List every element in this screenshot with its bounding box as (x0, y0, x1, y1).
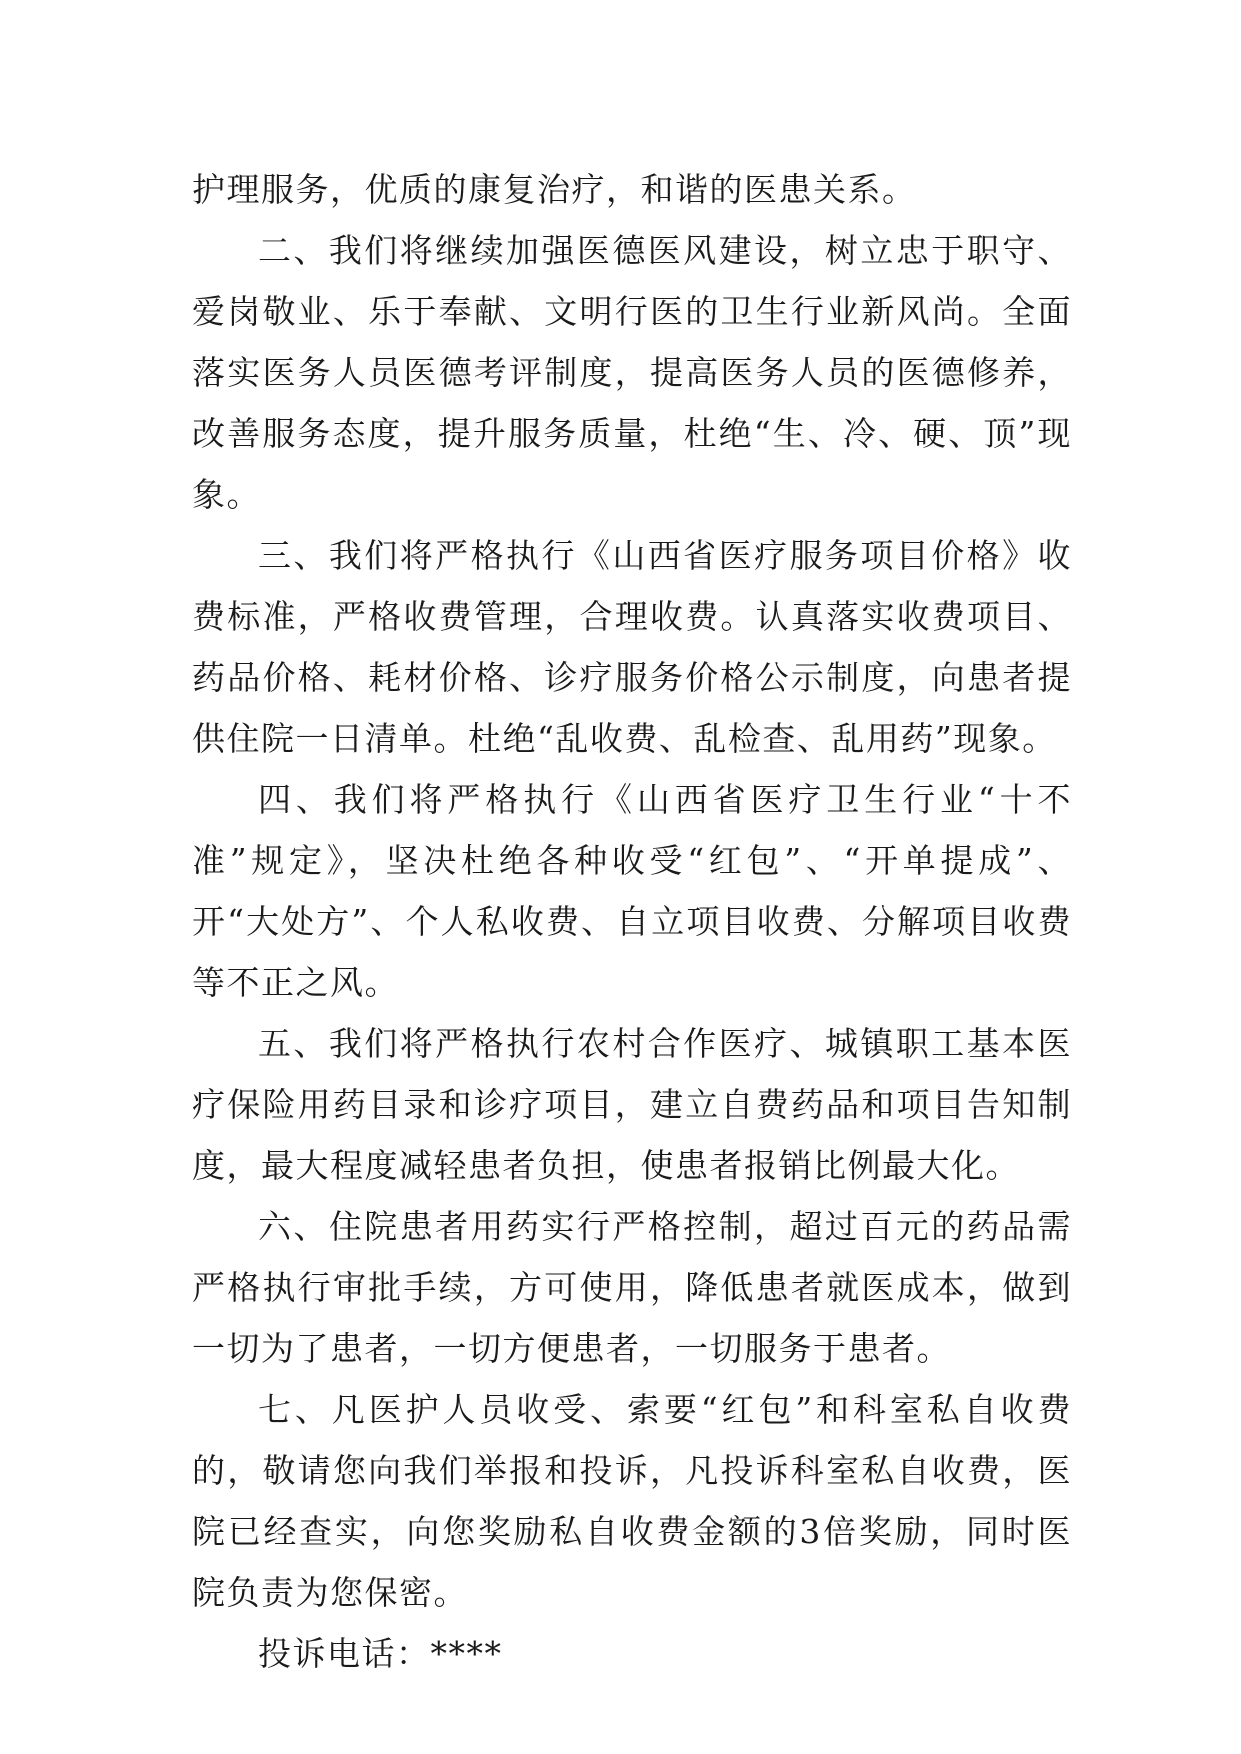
paragraph-6: 六、住院患者用药实行严格控制，超过百元的药品需严格执行审批手续，方可使用，降低患者就医成本，做到一切为了患者，一切方便患者，一切服务于患者。 (192, 1207, 1072, 1368)
complaint-phone: 投诉电话：**** (258, 1634, 503, 1673)
paragraph-5: 五、我们将严格执行农村合作医疗、城镇职工基本医疗保险用药目录和诊疗项目，建立自费药品和项目告知制度，最大程度减轻患者负担，使患者报销比例最大化。 (192, 1024, 1072, 1185)
paragraph-continuation: 护理服务，优质的康复治疗，和谐的医患关系。 (192, 170, 917, 209)
paragraph-7: 七、凡医护人员收受、索要“红包”和科室私自收费的，敬请您向我们举报和投诉，凡投诉科室私自收费，医院已经查实，向您奖励私自收费金额的3倍奖励，同时医院负责为您保密。 (192, 1390, 1072, 1612)
paragraph-4: 四、我们将严格执行《山西省医疗卫生行业“十不准”规定》，坚决杜绝各种收受“红包”、“开单提成”、开“大处方”、个人私收费、自立项目收费、分解项目收费等不正之风。 (192, 780, 1072, 1002)
paragraph-3: 三、我们将严格执行《山西省医疗服务项目价格》收费标准，严格收费管理，合理收费。认真落实收费项目、药品价格、耗材价格、诊疗服务价格公示制度，向患者提供住院一日清单。杜绝“乱收费、乱检查、乱用药”现象。 (192, 536, 1072, 758)
paragraph-2: 二、我们将继续加强医德医风建设，树立忠于职守、爱岗敬业、乐于奉献、文明行医的卫生行业新风尚。全面落实医务人员医德考评制度，提高医务人员的医德修养，改善服务态度，提升服务质量，杜绝“生、冷、硬、顶”现象。 (192, 231, 1072, 514)
document-body (192, 159, 1072, 1684)
